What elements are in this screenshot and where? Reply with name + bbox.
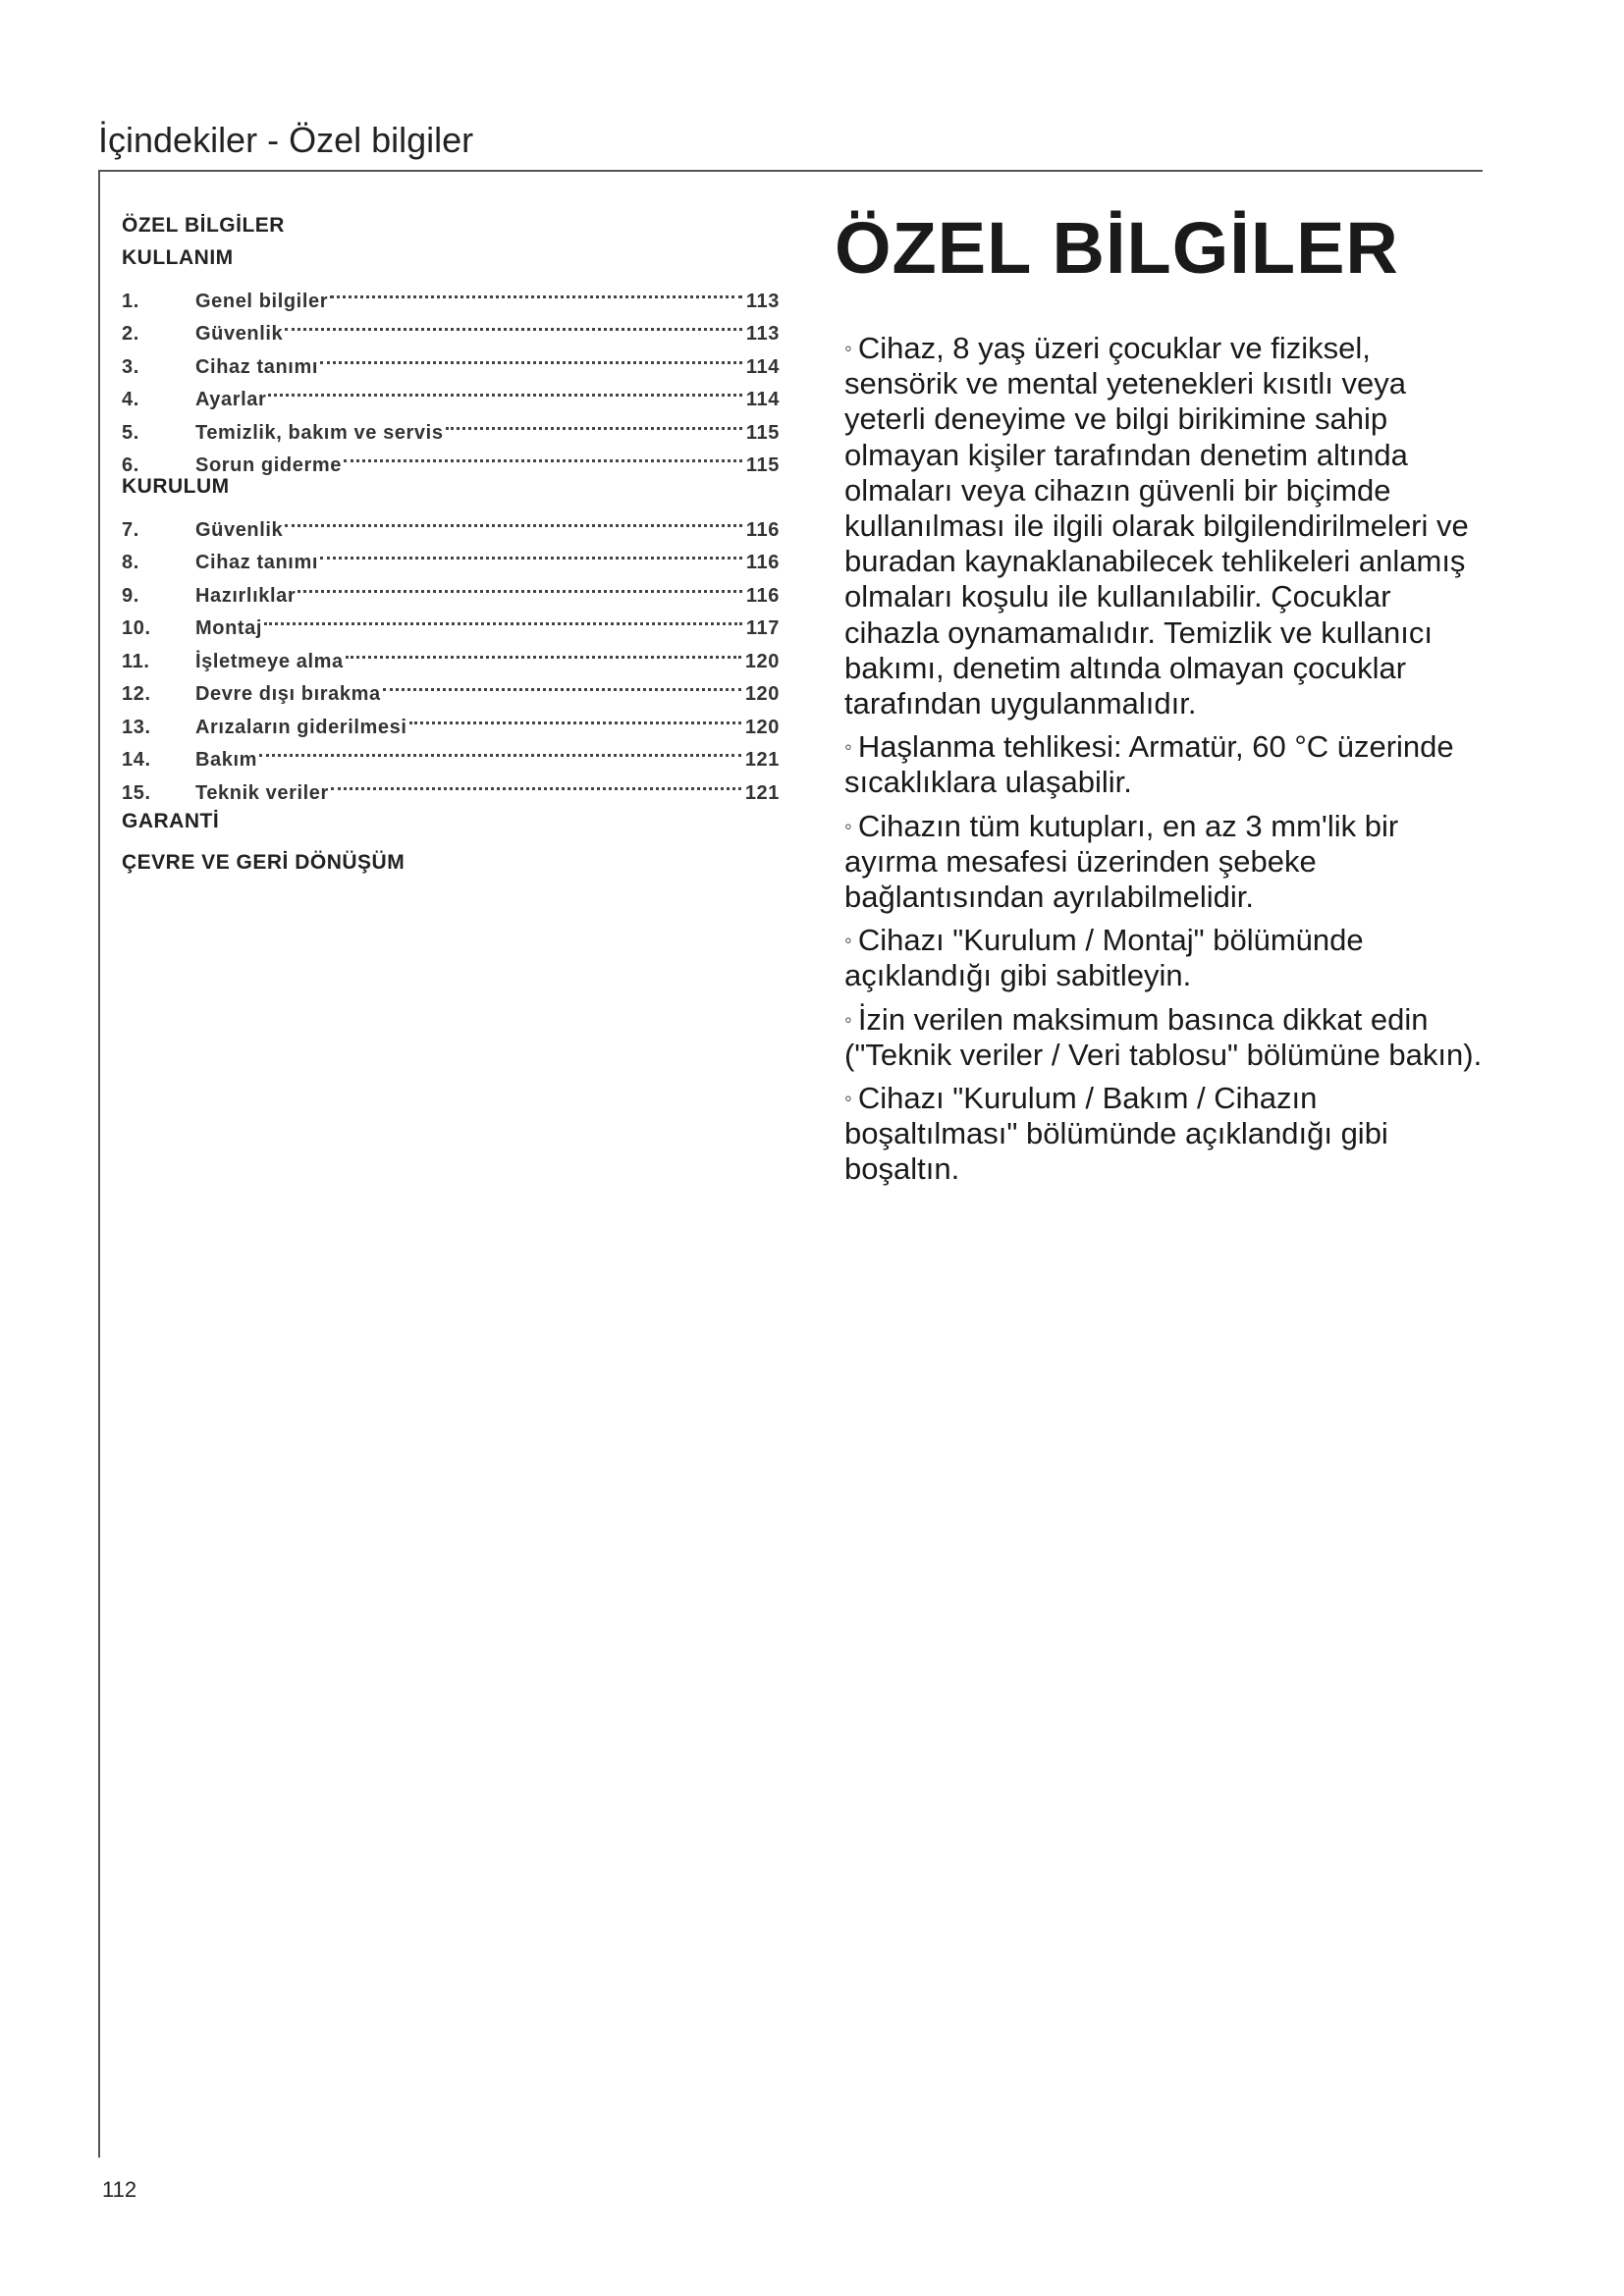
toc-entry-page: 115 — [745, 454, 780, 476]
toc-entry-label: İşletmeye alma — [195, 650, 344, 672]
toc-entry-label: Güvenlik — [195, 518, 284, 541]
toc-entry-label: Bakım — [195, 749, 258, 771]
toc-dot-leader — [259, 733, 741, 767]
toc-entry-page: 121 — [744, 749, 780, 771]
toc-entry-number: 8. — [122, 552, 139, 573]
toc-entry-page: 115 — [745, 421, 780, 444]
toc-entry-number: 12. — [122, 683, 151, 705]
toc-entry-number: 2. — [122, 323, 139, 345]
toc-entry-page: 113 — [745, 323, 780, 345]
toc-entry-number: 4. — [122, 389, 139, 410]
toc-entry-label: Devre dışı bırakma — [195, 683, 381, 705]
toc-section-title[interactable]: GARANTİ — [122, 809, 220, 832]
toc-section-title[interactable]: KURULUM — [122, 475, 230, 498]
list-item — [844, 729, 1488, 800]
toc-entry-page: 116 — [745, 518, 780, 541]
toc-entry-page: 116 — [745, 552, 780, 573]
toc-dot-leader — [383, 667, 741, 701]
header-divider — [98, 170, 1483, 172]
toc-entry-label: Teknik veriler — [195, 781, 329, 804]
list-item-text: Cihazı "Kurulum / Bakım / Cihazın boşaltılması" bölümünde açıklandığı gibi boşaltın. — [844, 1081, 1388, 1187]
table-of-contents — [122, 209, 780, 883]
toc-entry-page: 113 — [745, 290, 780, 312]
toc-entry-label: Sorun giderme — [195, 454, 342, 476]
toc-entry-page: 117 — [745, 617, 780, 639]
list-item — [844, 923, 1488, 993]
toc-entry-number: 15. — [122, 781, 151, 804]
list-item — [844, 1081, 1488, 1188]
bullet-circle-icon: ◦ — [844, 1006, 852, 1032]
toc-section-title[interactable]: ÖZEL BİLGİLER — [122, 214, 285, 237]
page-number: 112 — [102, 2177, 137, 2202]
toc-entry-label: Temizlik, bakım ve servis — [195, 421, 444, 444]
toc-entry-label: Hazırlıklar — [195, 584, 297, 607]
toc-dot-leader — [320, 536, 742, 569]
toc-dot-leader — [285, 307, 742, 341]
toc-dot-leader — [344, 439, 742, 472]
toc-entry-page: 121 — [744, 781, 780, 804]
list-item-text: Cihaz, 8 yaş üzeri çocuklar ve fiziksel, sensörik ve mental yetenekleri kısıtlı veya yeterli deneyime ve bilgi birikimine sahip olmayan kişiler tarafından denetim altında olmaları veya cihazın güvenli bir biçimde kullanılması ile ilgili olarak bilgilendirilmeleri ve buradan kaynaklanabilecek tehlikeleri anlamış olmaları koşulu ile kullanılabilir. Çocuklar cihazla oynamamalıdır. Temizlik ve kullanıcı bakımı, denetim altında olmayan çocuklar tarafından uygulanmalıdır. — [844, 331, 1469, 721]
list-item-text: Cihazın tüm kutupları, en az 3 mm'lik bir ayırma mesafesi üzerinden şebeke bağlantısından ayrılabilmelidir. — [844, 808, 1399, 915]
toc-entry-number: 1. — [122, 290, 139, 312]
toc-entry-page: 120 — [744, 683, 780, 705]
bullet-circle-icon: ◦ — [844, 928, 852, 953]
toc-entry-page: 114 — [745, 355, 780, 378]
bullet-circle-icon: ◦ — [844, 1086, 852, 1111]
bullet-circle-icon: ◦ — [844, 813, 852, 838]
list-item-text: Cihazı "Kurulum / Montaj" bölümünde açıklandığı gibi sabitleyin. — [844, 923, 1364, 993]
toc-entry-page: 120 — [744, 716, 780, 738]
list-item — [844, 809, 1488, 916]
toc-dot-leader — [446, 405, 742, 439]
toc-entry-number: 5. — [122, 421, 139, 444]
safety-bullet-list — [844, 331, 1488, 1196]
toc-entry-number: 3. — [122, 355, 139, 378]
bullet-circle-icon: ◦ — [844, 734, 852, 760]
toc-entry-number: 7. — [122, 518, 139, 541]
toc-dot-leader — [268, 373, 742, 406]
list-item-text: Haşlanma tehlikesi: Armatür, 60 °C üzerinde sıcaklıklara ulaşabilir. — [844, 729, 1454, 800]
toc-dot-leader — [264, 602, 742, 635]
toc-entry-label: Montaj — [195, 617, 263, 639]
toc-dot-leader — [320, 340, 742, 373]
toc-entry-number: 10. — [122, 617, 151, 639]
toc-section-title[interactable]: ÇEVRE VE GERİ DÖNÜŞÜM — [122, 850, 406, 874]
toc-dot-leader — [409, 700, 741, 733]
toc-entry-page: 116 — [745, 584, 780, 607]
toc-entry-number: 14. — [122, 749, 151, 771]
toc-entry-page: 120 — [744, 650, 780, 672]
bullet-circle-icon: ◦ — [844, 336, 852, 360]
toc-entry-label: Güvenlik — [195, 323, 284, 345]
toc-entry-label: Cihaz tanımı — [195, 355, 318, 378]
toc-dot-leader — [331, 766, 741, 799]
toc-entry-label: Genel bilgiler — [195, 290, 329, 312]
list-item — [844, 1002, 1488, 1073]
list-item — [844, 331, 1488, 721]
toc-dot-leader — [330, 274, 742, 307]
toc-entry-number: 11. — [122, 650, 150, 672]
section-heading: ÖZEL BİLGİLER — [835, 207, 1399, 289]
toc-entry-page: 114 — [745, 389, 780, 410]
toc-entry-label: Arızaların giderilmesi — [195, 716, 407, 738]
toc-entry[interactable] — [122, 503, 780, 541]
toc-entry[interactable] — [122, 274, 780, 312]
left-margin-rule — [98, 170, 100, 2158]
toc-entry-number: 13. — [122, 716, 151, 738]
page-header-title: İçindekiler - Özel bilgiler — [98, 120, 474, 160]
toc-dot-leader — [285, 503, 742, 536]
toc-entry-number: 6. — [122, 454, 139, 476]
toc-entry-number: 9. — [122, 584, 139, 607]
toc-section-title[interactable]: KULLANIM — [122, 246, 234, 269]
toc-entry-label: Cihaz tanımı — [195, 552, 318, 573]
toc-dot-leader — [298, 568, 742, 602]
list-item-text: İzin verilen maksimum basınca dikkat edin ("Teknik veriler / Veri tablosu" bölümüne bakın). — [844, 1001, 1483, 1072]
toc-dot-leader — [346, 634, 741, 667]
toc-entry-label: Ayarlar — [195, 389, 267, 410]
